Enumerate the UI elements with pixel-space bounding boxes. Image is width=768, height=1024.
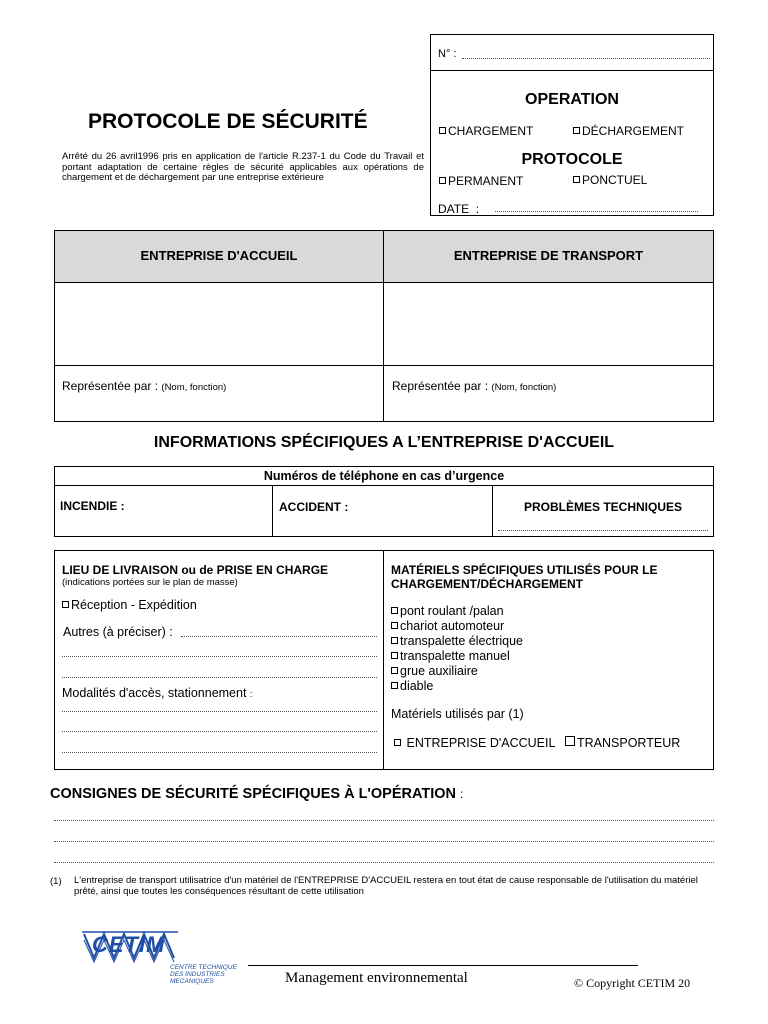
used-by-label: Matériels utilisés par (1) <box>391 707 524 721</box>
checkbox[interactable] <box>565 736 575 746</box>
checkbox[interactable] <box>391 652 398 659</box>
accident-label: ACCIDENT : <box>279 500 349 514</box>
incendie-label: INCENDIE : <box>60 499 125 513</box>
consignes-title-text: CONSIGNES DE SÉCURITÉ SPÉCIFIQUES À L'OPÉRATION <box>50 786 457 802</box>
equipment-item[interactable] <box>391 664 523 679</box>
logo-sub-line: MECANIQUES <box>170 978 214 985</box>
consignes-colon: : <box>460 787 464 801</box>
checkbox[interactable] <box>391 622 398 629</box>
option-label: DÉCHARGEMENT <box>582 124 685 138</box>
modalites-field-line[interactable] <box>62 752 377 753</box>
logo-subtitle <box>170 964 237 985</box>
modalites-field-line[interactable] <box>62 711 377 712</box>
date-label: DATE : <box>438 202 480 216</box>
transport-header: ENTREPRISE DE TRANSPORT <box>453 248 644 263</box>
cetim-logo <box>82 928 242 998</box>
equipment-label: chariot automoteur <box>400 619 505 633</box>
protocole-title: PROTOCOLE <box>521 151 623 168</box>
rep-hint: (Nom, fonction) <box>491 382 557 393</box>
option-reception[interactable] <box>62 598 197 612</box>
equipment-item[interactable] <box>391 604 523 619</box>
autres-field-line[interactable] <box>62 677 377 678</box>
info-section-title: INFORMATIONS SPÉCIFIQUES A L’ENTREPRISE D'ACCUEIL <box>153 434 615 451</box>
option-permanent[interactable] <box>439 174 523 188</box>
footer-center-text: Management environnemental <box>285 970 468 986</box>
equipment-label: transpalette manuel <box>400 649 510 663</box>
operation-title: OPERATION <box>525 91 619 108</box>
footnote-marker: (1) <box>50 876 62 887</box>
phones-col-divider <box>272 486 273 536</box>
option-label: PERMANENT <box>448 174 524 188</box>
checkbox[interactable] <box>439 177 446 184</box>
number-label: N° : <box>438 48 457 60</box>
footnote-text: L'entreprise de transport utilisatrice d'un matériel de l'ENTREPRISE D'ACCUEIL restera en tout état de cause responsable de l'utilisation du matériel prêté, ainsi que toutes les conséquences résultant de cette utilisation <box>74 875 698 897</box>
option-transporteur[interactable] <box>565 736 680 750</box>
materiels-title: MATÉRIELS SPÉCIFIQUES UTILISÉS POUR LE CHARGEMENT/DÉCHARGEMENT <box>391 563 658 591</box>
rep-label: Représentée par : <box>62 379 162 393</box>
accueil-representative[interactable] <box>62 379 226 393</box>
option-label: PONCTUEL <box>582 173 648 187</box>
equipment-item[interactable] <box>391 619 523 634</box>
phones-divider <box>55 485 713 486</box>
consignes-field-line[interactable] <box>54 841 714 842</box>
page-title: PROTOCOLE DE SÉCURITÉ <box>88 110 368 133</box>
lieu-hint: (indications portées sur le plan de masse) <box>62 577 238 588</box>
checkbox[interactable] <box>394 739 401 746</box>
problemes-label: PROBLÈMES TECHNIQUES <box>523 500 682 514</box>
column-divider <box>383 551 384 769</box>
equipment-label: pont roulant /palan <box>400 604 504 618</box>
modalites-field-line[interactable] <box>62 731 377 732</box>
logo-text: CETIM <box>92 932 166 957</box>
option-dechargement[interactable] <box>573 124 684 138</box>
option-label: Réception - Expédition <box>71 598 197 612</box>
divider <box>431 70 713 71</box>
option-label: CHARGEMENT <box>448 124 534 138</box>
equipment-label: diable <box>400 679 434 693</box>
checkbox[interactable] <box>391 667 398 674</box>
equipment-item[interactable] <box>391 649 523 664</box>
consignes-field-line[interactable] <box>54 862 714 863</box>
checkbox[interactable] <box>391 637 398 644</box>
lieu-title: LIEU DE LIVRAISON ou de PRISE EN CHARGE <box>62 563 329 577</box>
option-accueil[interactable] <box>394 736 555 750</box>
problemes-field[interactable] <box>498 530 708 531</box>
accueil-header: ENTREPRISE D'ACCUEIL <box>140 248 298 263</box>
option-label: TRANSPORTEUR <box>577 736 681 750</box>
checkbox[interactable] <box>391 607 398 614</box>
autres-field[interactable] <box>181 636 377 637</box>
modalites-label <box>62 686 252 700</box>
checkbox[interactable] <box>573 127 580 134</box>
option-ponctuel[interactable] <box>573 173 647 187</box>
equipment-label: grue auxiliaire <box>400 664 478 678</box>
copyright: © Copyright CETIM 20 <box>574 976 691 990</box>
equipment-item[interactable] <box>391 634 523 649</box>
equipment-label: transpalette électrique <box>400 634 523 648</box>
materiels-list <box>391 604 523 694</box>
checkbox[interactable] <box>391 682 398 689</box>
autres-field-line[interactable] <box>62 656 377 657</box>
rep-label: Représentée par : <box>392 379 492 393</box>
logo-sub-line: DES INDUSTRIES <box>170 971 225 978</box>
transport-representative[interactable] <box>392 379 556 393</box>
rep-hint: (Nom, fonction) <box>161 382 227 393</box>
modalites-text: Modalités d'accès, stationnement <box>62 686 247 700</box>
footer-rule <box>248 965 638 966</box>
number-field[interactable] <box>462 58 710 59</box>
consignes-field-line[interactable] <box>54 820 714 821</box>
consignes-title <box>50 786 463 802</box>
phones-title: Numéros de téléphone en cas d’urgence <box>263 469 505 483</box>
logo-sub-line: CENTRE TECHNIQUE <box>170 964 237 971</box>
equipment-item[interactable] <box>391 679 523 694</box>
autres-label: Autres (à préciser) : <box>63 625 173 639</box>
checkbox[interactable] <box>439 127 446 134</box>
modalites-colon: : <box>249 689 253 699</box>
row-divider <box>55 365 713 366</box>
checkbox[interactable] <box>573 176 580 183</box>
option-label: ENTREPRISE D'ACCUEIL <box>406 736 556 750</box>
checkbox[interactable] <box>62 601 69 608</box>
decree-text: Arrêté du 26 avril1996 pris en application de l'article R.237-1 du Code du Travail et portant adaptation de certaine règles de sécurité applicables aux opérations de chargement et de déchargement par une entreprise extérieure <box>62 151 424 183</box>
date-field[interactable] <box>495 211 698 212</box>
option-chargement[interactable] <box>439 124 533 138</box>
